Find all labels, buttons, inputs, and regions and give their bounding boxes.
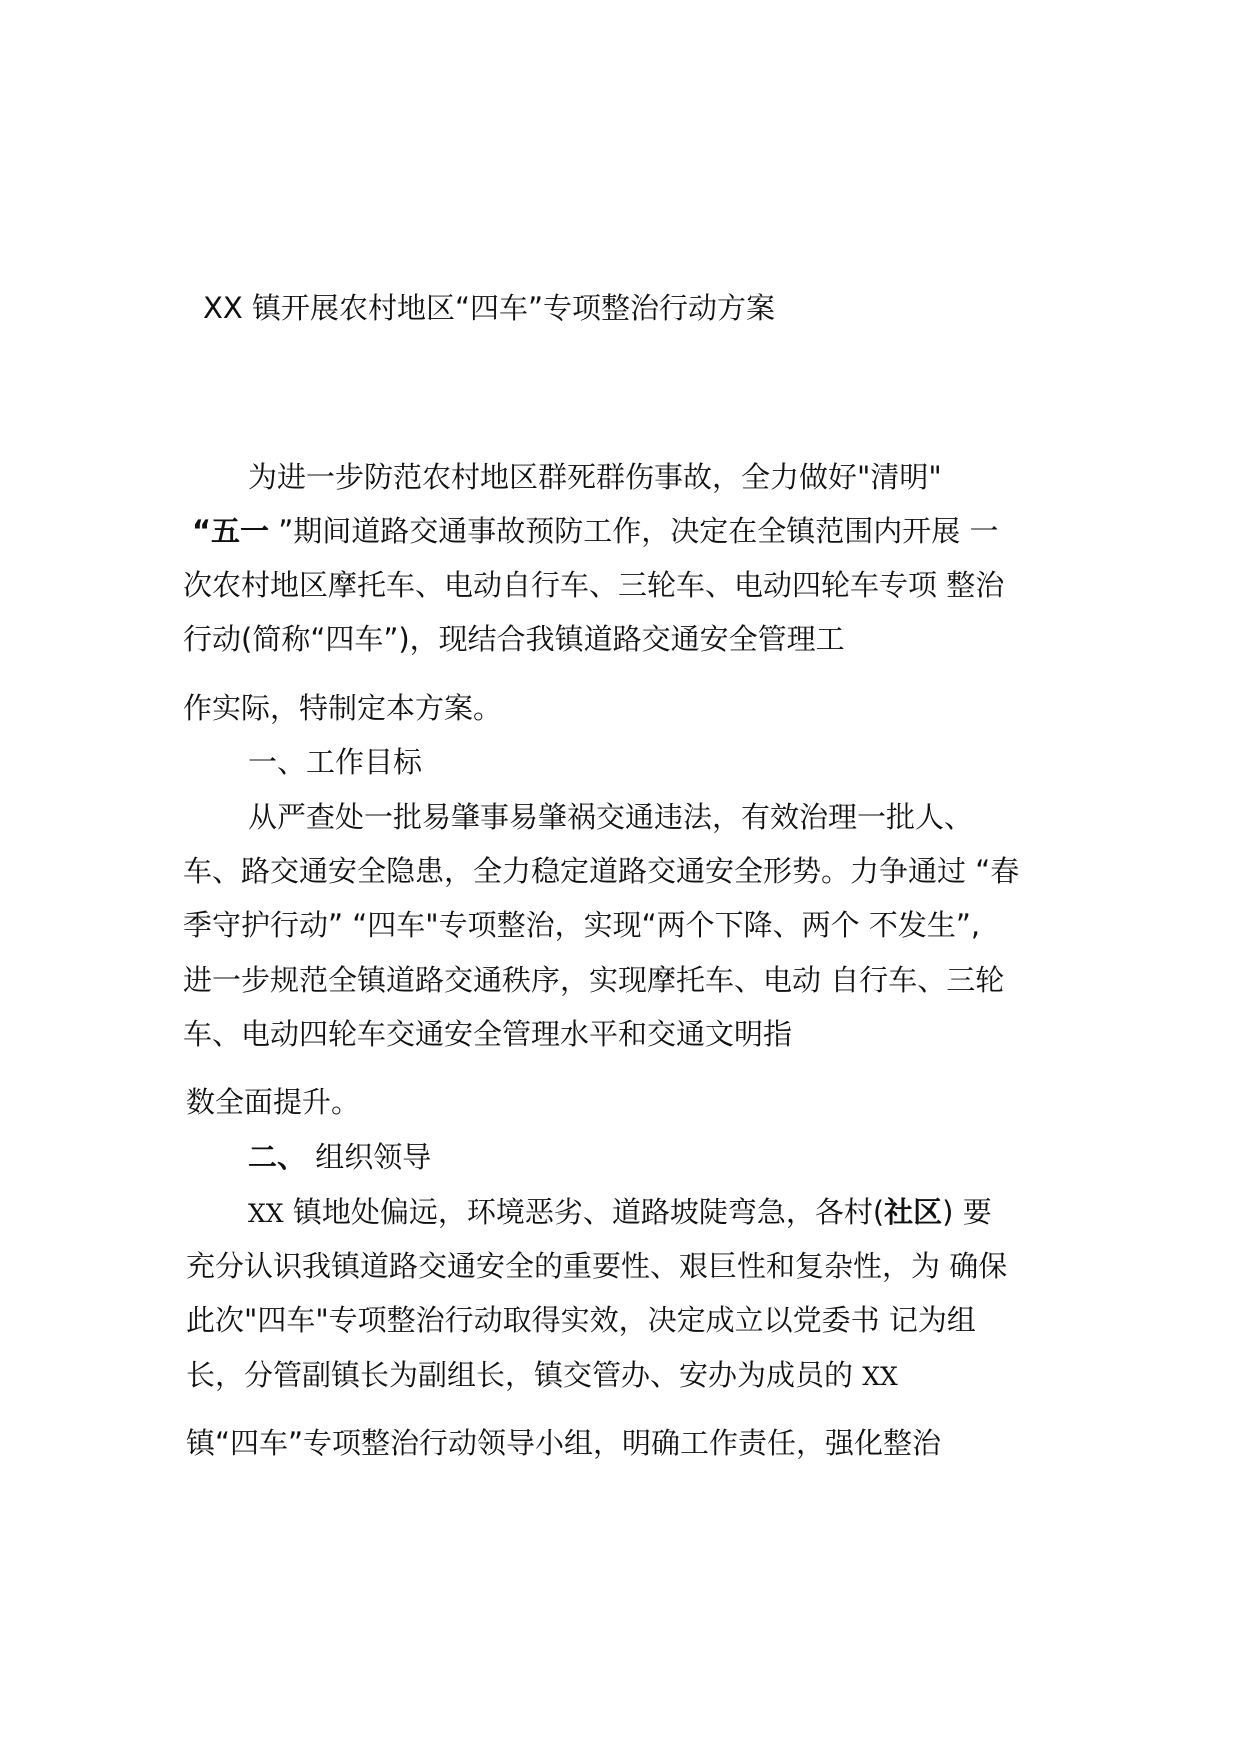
paragraph-line <box>183 960 1004 1000</box>
bold-text: “五一 <box>192 514 270 548</box>
line-text: 此次"四车"专项整治行动取得实效，决定成立以党委书 记为组 <box>186 1303 976 1337</box>
mono-text: XX <box>862 1362 898 1391</box>
paragraph-line <box>248 1192 992 1234</box>
paragraph-line <box>248 797 973 837</box>
line-text: 为进一步防范农村地区群死群伤事故，全力做好"清明" <box>248 460 942 494</box>
bold-text: 社区 <box>884 1195 943 1229</box>
line-text: 镇“四车”专项整治行动领导小组，明确工作责任，强化整治 <box>186 1426 942 1460</box>
paragraph-line <box>186 1246 1007 1286</box>
line-text: 一、工作目标 <box>248 745 423 779</box>
line-text: 车、电动四轮车交通安全管理水平和交通文明指 <box>183 1017 793 1051</box>
line-text: ”期间道路交通事故预防工作，决定在全镇范围内开展 一 <box>269 514 999 548</box>
paragraph-line <box>183 851 1019 891</box>
line-text: ) 要 <box>942 1195 992 1229</box>
line-text: 行动(简称“四车”)，现结合我镇道路交通安全管理工 <box>183 622 845 656</box>
line-text: 作实际，特制定本方案。 <box>183 691 503 725</box>
line-text: 次农村地区摩托车、电动自行车、三轮车、电动四轮车专项 整治 <box>183 568 1005 602</box>
line-text: 季守护行动” “四车"专项整治，实现“两个下降、两个 不发生”, <box>183 908 981 942</box>
paragraph-line <box>186 1423 941 1463</box>
paragraph-line <box>183 1014 792 1054</box>
paragraph-line <box>183 905 980 945</box>
line-text: 数全面提升。 <box>186 1085 361 1119</box>
line-text: 进一步规范全镇道路交通秩序，实现摩托车、电动 自行车、三轮 <box>183 963 1005 997</box>
paragraph-line <box>192 511 999 551</box>
section-heading <box>248 742 422 782</box>
line-text: 充分认识我镇道路交通安全的重要性、艰巨性和复杂性，为 确保 <box>186 1249 1008 1283</box>
paragraph-line <box>183 565 1004 605</box>
paragraph-line <box>186 1355 898 1397</box>
line-text: 长，分管副镇长为副组长，镇交管办、安办为成员的 <box>186 1358 863 1392</box>
mono-text: XX <box>248 1199 284 1228</box>
paragraph-line <box>186 1300 976 1340</box>
line-text: 车、路交通安全隐患，全力稳定道路交通安全形势。力争通过 “春 <box>183 854 1020 888</box>
line-text: 镇地处偏远，环境恶劣、道路坡陡弯急，各村( <box>283 1195 885 1229</box>
paragraph-line <box>183 688 502 728</box>
bold-text: 二、 <box>248 1140 307 1174</box>
line-text: 从严查处一批易肇事易肇祸交通违法，有效治理一批人、 <box>248 800 974 834</box>
document-title: XX 镇开展农村地区“四车”专项整治行动方案 <box>203 291 776 325</box>
line-text: 组织领导 <box>306 1140 432 1174</box>
paragraph-line <box>186 1082 360 1122</box>
paragraph-line <box>248 457 942 497</box>
section-heading <box>248 1137 431 1177</box>
paragraph-line <box>183 619 845 659</box>
